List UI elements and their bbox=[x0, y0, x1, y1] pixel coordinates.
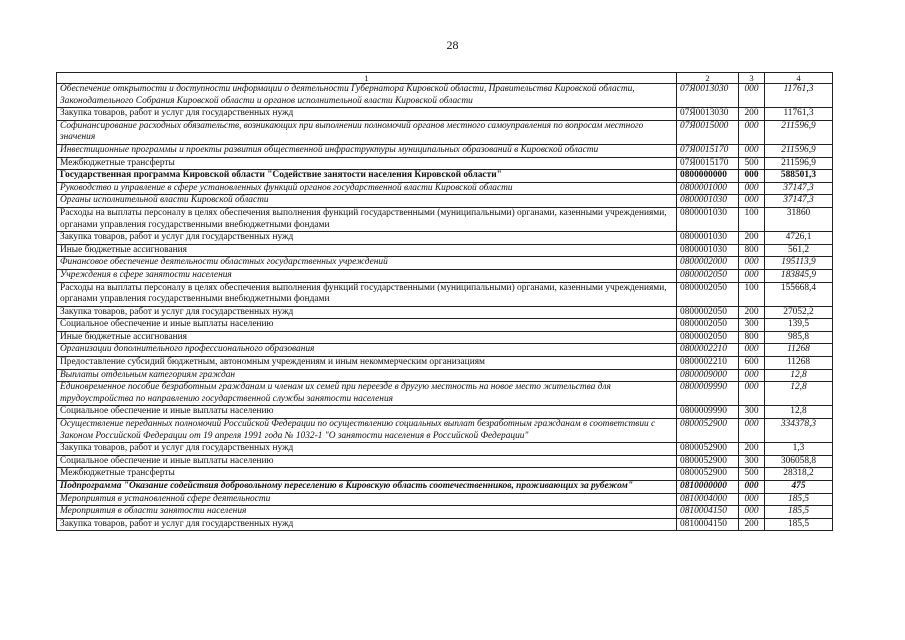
cell-code: 0800001030 bbox=[677, 232, 739, 245]
cell-sum: 588501,3 bbox=[765, 170, 833, 183]
cell-code: 0800002210 bbox=[677, 357, 739, 370]
table-row bbox=[57, 269, 833, 282]
cell-sum: 334378,3 bbox=[765, 419, 833, 443]
page-number: 28 bbox=[446, 38, 459, 52]
cell-type: 000 bbox=[739, 144, 765, 157]
cell-type: 200 bbox=[739, 518, 765, 531]
cell-type: 200 bbox=[739, 306, 765, 319]
cell-code: 0800002210 bbox=[677, 344, 739, 357]
cell-sum: 306058,8 bbox=[765, 455, 833, 468]
table-row bbox=[57, 481, 833, 494]
table-row bbox=[57, 232, 833, 245]
cell-type: 300 bbox=[739, 319, 765, 332]
table-row bbox=[57, 144, 833, 157]
cell-code: 0800001030 bbox=[677, 207, 739, 231]
cell-sum: 11761,3 bbox=[765, 84, 833, 108]
cell-code: 0810004150 bbox=[677, 506, 739, 519]
cell-name: Софинансирование расходных обязательств, возникающих при выполнении полномочий органов местного самоуправления по вопросам местного значения bbox=[57, 120, 677, 144]
cell-sum: 11761,3 bbox=[765, 108, 833, 121]
cell-type: 200 bbox=[739, 108, 765, 121]
cell-code: 0810004150 bbox=[677, 518, 739, 531]
cell-code: 0800002050 bbox=[677, 319, 739, 332]
table-header-row bbox=[57, 73, 833, 84]
header-type: 3 bbox=[739, 73, 765, 84]
cell-sum: 12,8 bbox=[765, 369, 833, 382]
cell-sum: 195113,9 bbox=[765, 257, 833, 270]
cell-name: Инвестиционные программы и проекты развития общественной инфраструктуры муниципальных образований в Кировской области bbox=[57, 144, 677, 157]
table-row bbox=[57, 120, 833, 144]
cell-name: Государственная программа Кировской области "Содействие занятости населения Кировской области" bbox=[57, 170, 677, 183]
cell-code: 0800052900 bbox=[677, 443, 739, 456]
cell-type: 000 bbox=[739, 84, 765, 108]
cell-sum: 11268 bbox=[765, 357, 833, 370]
cell-name: Единовременное пособие безработным гражданам и членам их семей при переезде в другую местность на новое место жительства для трудоустройства по направлению государственной службы занятости населения bbox=[57, 382, 677, 406]
cell-name: Предоставление субсидий бюджетным, автономным учреждениям и иным некоммерческим организациям bbox=[57, 357, 677, 370]
cell-code: 0800009000 bbox=[677, 369, 739, 382]
cell-type: 200 bbox=[739, 443, 765, 456]
cell-type: 000 bbox=[739, 120, 765, 144]
cell-name: Расходы на выплаты персоналу в целях обеспечения выполнения функций государственными (муниципальными) органами, казенными учреждениями, органами управления государственными внебюджетными фондами bbox=[57, 207, 677, 231]
cell-sum: 37147,3 bbox=[765, 195, 833, 208]
cell-sum: 27052,2 bbox=[765, 306, 833, 319]
cell-code: 0800009990 bbox=[677, 382, 739, 406]
cell-code: 0800002000 bbox=[677, 257, 739, 270]
cell-sum: 211596,9 bbox=[765, 157, 833, 170]
cell-code: 0800002050 bbox=[677, 306, 739, 319]
cell-sum: 185,5 bbox=[765, 506, 833, 519]
cell-type: 000 bbox=[739, 195, 765, 208]
cell-sum: 211596,9 bbox=[765, 144, 833, 157]
cell-sum: 12,8 bbox=[765, 406, 833, 419]
header-code: 2 bbox=[677, 73, 739, 84]
table-row bbox=[57, 506, 833, 519]
cell-sum: 12,8 bbox=[765, 382, 833, 406]
table-row bbox=[57, 493, 833, 506]
cell-sum: 185,5 bbox=[765, 493, 833, 506]
table-row bbox=[57, 306, 833, 319]
cell-sum: 183845,9 bbox=[765, 269, 833, 282]
cell-name: Закупка товаров, работ и услуг для государственных нужд bbox=[57, 108, 677, 121]
cell-code: 0800000000 bbox=[677, 170, 739, 183]
table-row bbox=[57, 244, 833, 257]
cell-type: 100 bbox=[739, 282, 765, 306]
cell-code: 0800002050 bbox=[677, 269, 739, 282]
cell-sum: 475 bbox=[765, 481, 833, 494]
cell-type: 800 bbox=[739, 331, 765, 344]
table-row bbox=[57, 518, 833, 531]
table-row bbox=[57, 406, 833, 419]
cell-name: Организации дополнительного профессионального образования bbox=[57, 344, 677, 357]
table-row bbox=[57, 170, 833, 183]
cell-name: Социальное обеспечение и иные выплаты населению bbox=[57, 455, 677, 468]
cell-code: 07Я0015170 bbox=[677, 144, 739, 157]
cell-sum: 28318,2 bbox=[765, 468, 833, 481]
table-row bbox=[57, 331, 833, 344]
budget-table bbox=[56, 72, 833, 531]
cell-name: Обеспечение открытости и доступности информации о деятельности Губернатора Кировской области, Правительства Кировской области, Законодательного Собрания Кировской области и органов исполнительной власти Кировской области bbox=[57, 84, 677, 108]
cell-name: Социальное обеспечение и иные выплаты населению bbox=[57, 406, 677, 419]
cell-sum: 155668,4 bbox=[765, 282, 833, 306]
cell-name: Межбюджетные трансферты bbox=[57, 157, 677, 170]
cell-code: 0800052900 bbox=[677, 419, 739, 443]
cell-name: Иные бюджетные ассигнования bbox=[57, 244, 677, 257]
cell-type: 500 bbox=[739, 468, 765, 481]
table-row bbox=[57, 369, 833, 382]
cell-type: 000 bbox=[739, 506, 765, 519]
cell-name: Иные бюджетные ассигнования bbox=[57, 331, 677, 344]
cell-code: 0800009990 bbox=[677, 406, 739, 419]
cell-type: 000 bbox=[739, 257, 765, 270]
cell-name: Органы исполнительной власти Кировской области bbox=[57, 195, 677, 208]
cell-code: 07Я0015000 bbox=[677, 120, 739, 144]
cell-code: 0800052900 bbox=[677, 468, 739, 481]
cell-name: Подпрограмма "Оказание содействия добровольному переселению в Кировскую область соотечественников, проживающих за рубежом" bbox=[57, 481, 677, 494]
cell-sum: 4726,1 bbox=[765, 232, 833, 245]
cell-sum: 139,5 bbox=[765, 319, 833, 332]
cell-name: Руководство и управление в сфере установленных функций органов государственной власти Кировской области bbox=[57, 182, 677, 195]
table-row bbox=[57, 195, 833, 208]
header-sum: 4 bbox=[765, 73, 833, 84]
cell-name: Закупка товаров, работ и услуг для государственных нужд bbox=[57, 443, 677, 456]
cell-sum: 31860 bbox=[765, 207, 833, 231]
cell-type: 300 bbox=[739, 455, 765, 468]
table-row bbox=[57, 419, 833, 443]
cell-type: 000 bbox=[739, 344, 765, 357]
table-row bbox=[57, 455, 833, 468]
table-row bbox=[57, 157, 833, 170]
cell-name: Мероприятия в установленной сфере деятельности bbox=[57, 493, 677, 506]
cell-name: Финансовое обеспечение деятельности областных государственных учреждений bbox=[57, 257, 677, 270]
cell-type: 600 bbox=[739, 357, 765, 370]
table-row bbox=[57, 357, 833, 370]
cell-type: 000 bbox=[739, 493, 765, 506]
cell-type: 800 bbox=[739, 244, 765, 257]
table-row bbox=[57, 257, 833, 270]
cell-type: 300 bbox=[739, 406, 765, 419]
cell-name: Социальное обеспечение и иные выплаты населению bbox=[57, 319, 677, 332]
cell-name: Межбюджетные трансферты bbox=[57, 468, 677, 481]
cell-type: 000 bbox=[739, 369, 765, 382]
table-row bbox=[57, 182, 833, 195]
cell-name: Осуществление переданных полномочий Российской Федерации по осуществлению социальных выплат безработным гражданам в соответствии с Законом Российской Федерации от 19 апреля 1991 года № 1032-1 "О занятости населения в Российской Федерации" bbox=[57, 419, 677, 443]
table-row bbox=[57, 319, 833, 332]
cell-type: 000 bbox=[739, 419, 765, 443]
cell-sum: 11268 bbox=[765, 344, 833, 357]
cell-code: 07Я0013030 bbox=[677, 108, 739, 121]
table-row bbox=[57, 443, 833, 456]
cell-sum: 1,3 bbox=[765, 443, 833, 456]
cell-name: Мероприятия в области занятости населения bbox=[57, 506, 677, 519]
table-row bbox=[57, 282, 833, 306]
cell-type: 000 bbox=[739, 170, 765, 183]
cell-name: Учреждения в сфере занятости населения bbox=[57, 269, 677, 282]
cell-code: 0800002050 bbox=[677, 282, 739, 306]
cell-code: 0800001030 bbox=[677, 195, 739, 208]
cell-name: Выплаты отдельным категориям граждан bbox=[57, 369, 677, 382]
table-row bbox=[57, 84, 833, 108]
table-row bbox=[57, 382, 833, 406]
cell-code: 0800001000 bbox=[677, 182, 739, 195]
cell-code: 07Я0013030 bbox=[677, 84, 739, 108]
table-row bbox=[57, 207, 833, 231]
table-row bbox=[57, 108, 833, 121]
cell-code: 07Я0015170 bbox=[677, 157, 739, 170]
cell-code: 0800001030 bbox=[677, 244, 739, 257]
cell-code: 0800002050 bbox=[677, 331, 739, 344]
cell-sum: 985,8 bbox=[765, 331, 833, 344]
cell-sum: 561,2 bbox=[765, 244, 833, 257]
cell-name: Закупка товаров, работ и услуг для государственных нужд bbox=[57, 518, 677, 531]
cell-code: 0810000000 bbox=[677, 481, 739, 494]
table-row bbox=[57, 468, 833, 481]
cell-name: Закупка товаров, работ и услуг для государственных нужд bbox=[57, 232, 677, 245]
header-name: 1 bbox=[57, 73, 677, 84]
cell-sum: 185,5 bbox=[765, 518, 833, 531]
cell-name: Расходы на выплаты персоналу в целях обеспечения выполнения функций государственными (муниципальными) органами, казенными учреждениями, органами управления государственными внебюджетными фондами bbox=[57, 282, 677, 306]
cell-type: 000 bbox=[739, 481, 765, 494]
cell-sum: 37147,3 bbox=[765, 182, 833, 195]
cell-code: 0800052900 bbox=[677, 455, 739, 468]
cell-type: 200 bbox=[739, 232, 765, 245]
cell-type: 000 bbox=[739, 269, 765, 282]
cell-type: 000 bbox=[739, 382, 765, 406]
cell-type: 000 bbox=[739, 182, 765, 195]
table-body bbox=[57, 84, 833, 531]
cell-sum: 211596,9 bbox=[765, 120, 833, 144]
table-row bbox=[57, 344, 833, 357]
cell-name: Закупка товаров, работ и услуг для государственных нужд bbox=[57, 306, 677, 319]
cell-type: 500 bbox=[739, 157, 765, 170]
cell-type: 100 bbox=[739, 207, 765, 231]
cell-code: 0810004000 bbox=[677, 493, 739, 506]
